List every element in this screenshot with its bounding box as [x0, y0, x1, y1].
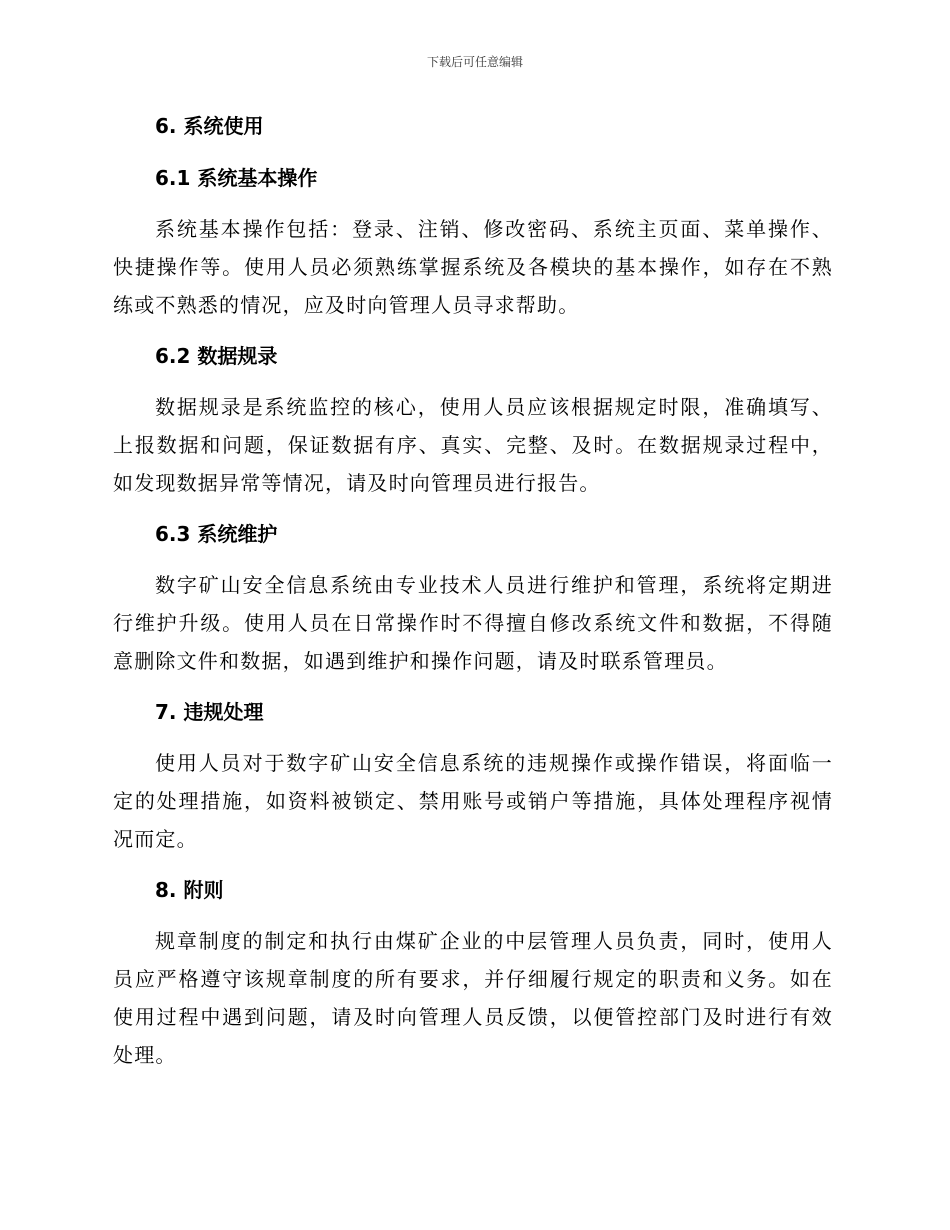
section-heading-8: 8. 附则 [155, 878, 224, 902]
section-heading-6: 6. 系统使用 [155, 114, 264, 138]
section-heading-6-3: 6.3 系统维护 [155, 522, 278, 546]
section-body-6-3: 数字矿山安全信息系统由专业技术人员进行维护和管理，系统将定期进行维护升级。使用人员在日常操作时不得擅自修改系统文件和数据，不得随意删除文件和数据，如遇到维护和操作问题，请及时联系管理员。 [113, 573, 833, 673]
page-header: 下载后可任意编辑 [426, 55, 523, 69]
section-heading-6-2: 6.2 数据规录 [155, 344, 278, 368]
section-body-6-2: 数据规录是系统监控的核心，使用人员应该根据规定时限，准确填写、上报数据和问题，保证数据有序、真实、完整、及时。在数据规录过程中，如发现数据异常等情况，请及时向管理员进行报告。 [113, 395, 833, 495]
section-body-6-1: 系统基本操作包括：登录、注销、修改密码、系统主页面、菜单操作、快捷操作等。使用人员必须熟练掌握系统及各模块的基本操作，如存在不熟练或不熟悉的情况，应及时向管理人员寻求帮助。 [113, 217, 833, 317]
section-body-7: 使用人员对于数字矿山安全信息系统的违规操作或操作错误，将面临一定的处理措施，如资料被锁定、禁用账号或销户等措施，具体处理程序视情况而定。 [113, 751, 833, 851]
section-heading-6-1: 6.1 系统基本操作 [155, 166, 318, 190]
section-heading-7: 7. 违规处理 [155, 700, 264, 724]
document-body [113, 108, 833, 1074]
section-body-8: 规章制度的制定和执行由煤矿企业的中层管理人员负责，同时，使用人员应严格遵守该规章制度的所有要求，并仔细履行规定的职责和义务。如在使用过程中遇到问题，请及时向管理人员反馈，以便管控部门及时进行有效处理。 [113, 929, 833, 1067]
